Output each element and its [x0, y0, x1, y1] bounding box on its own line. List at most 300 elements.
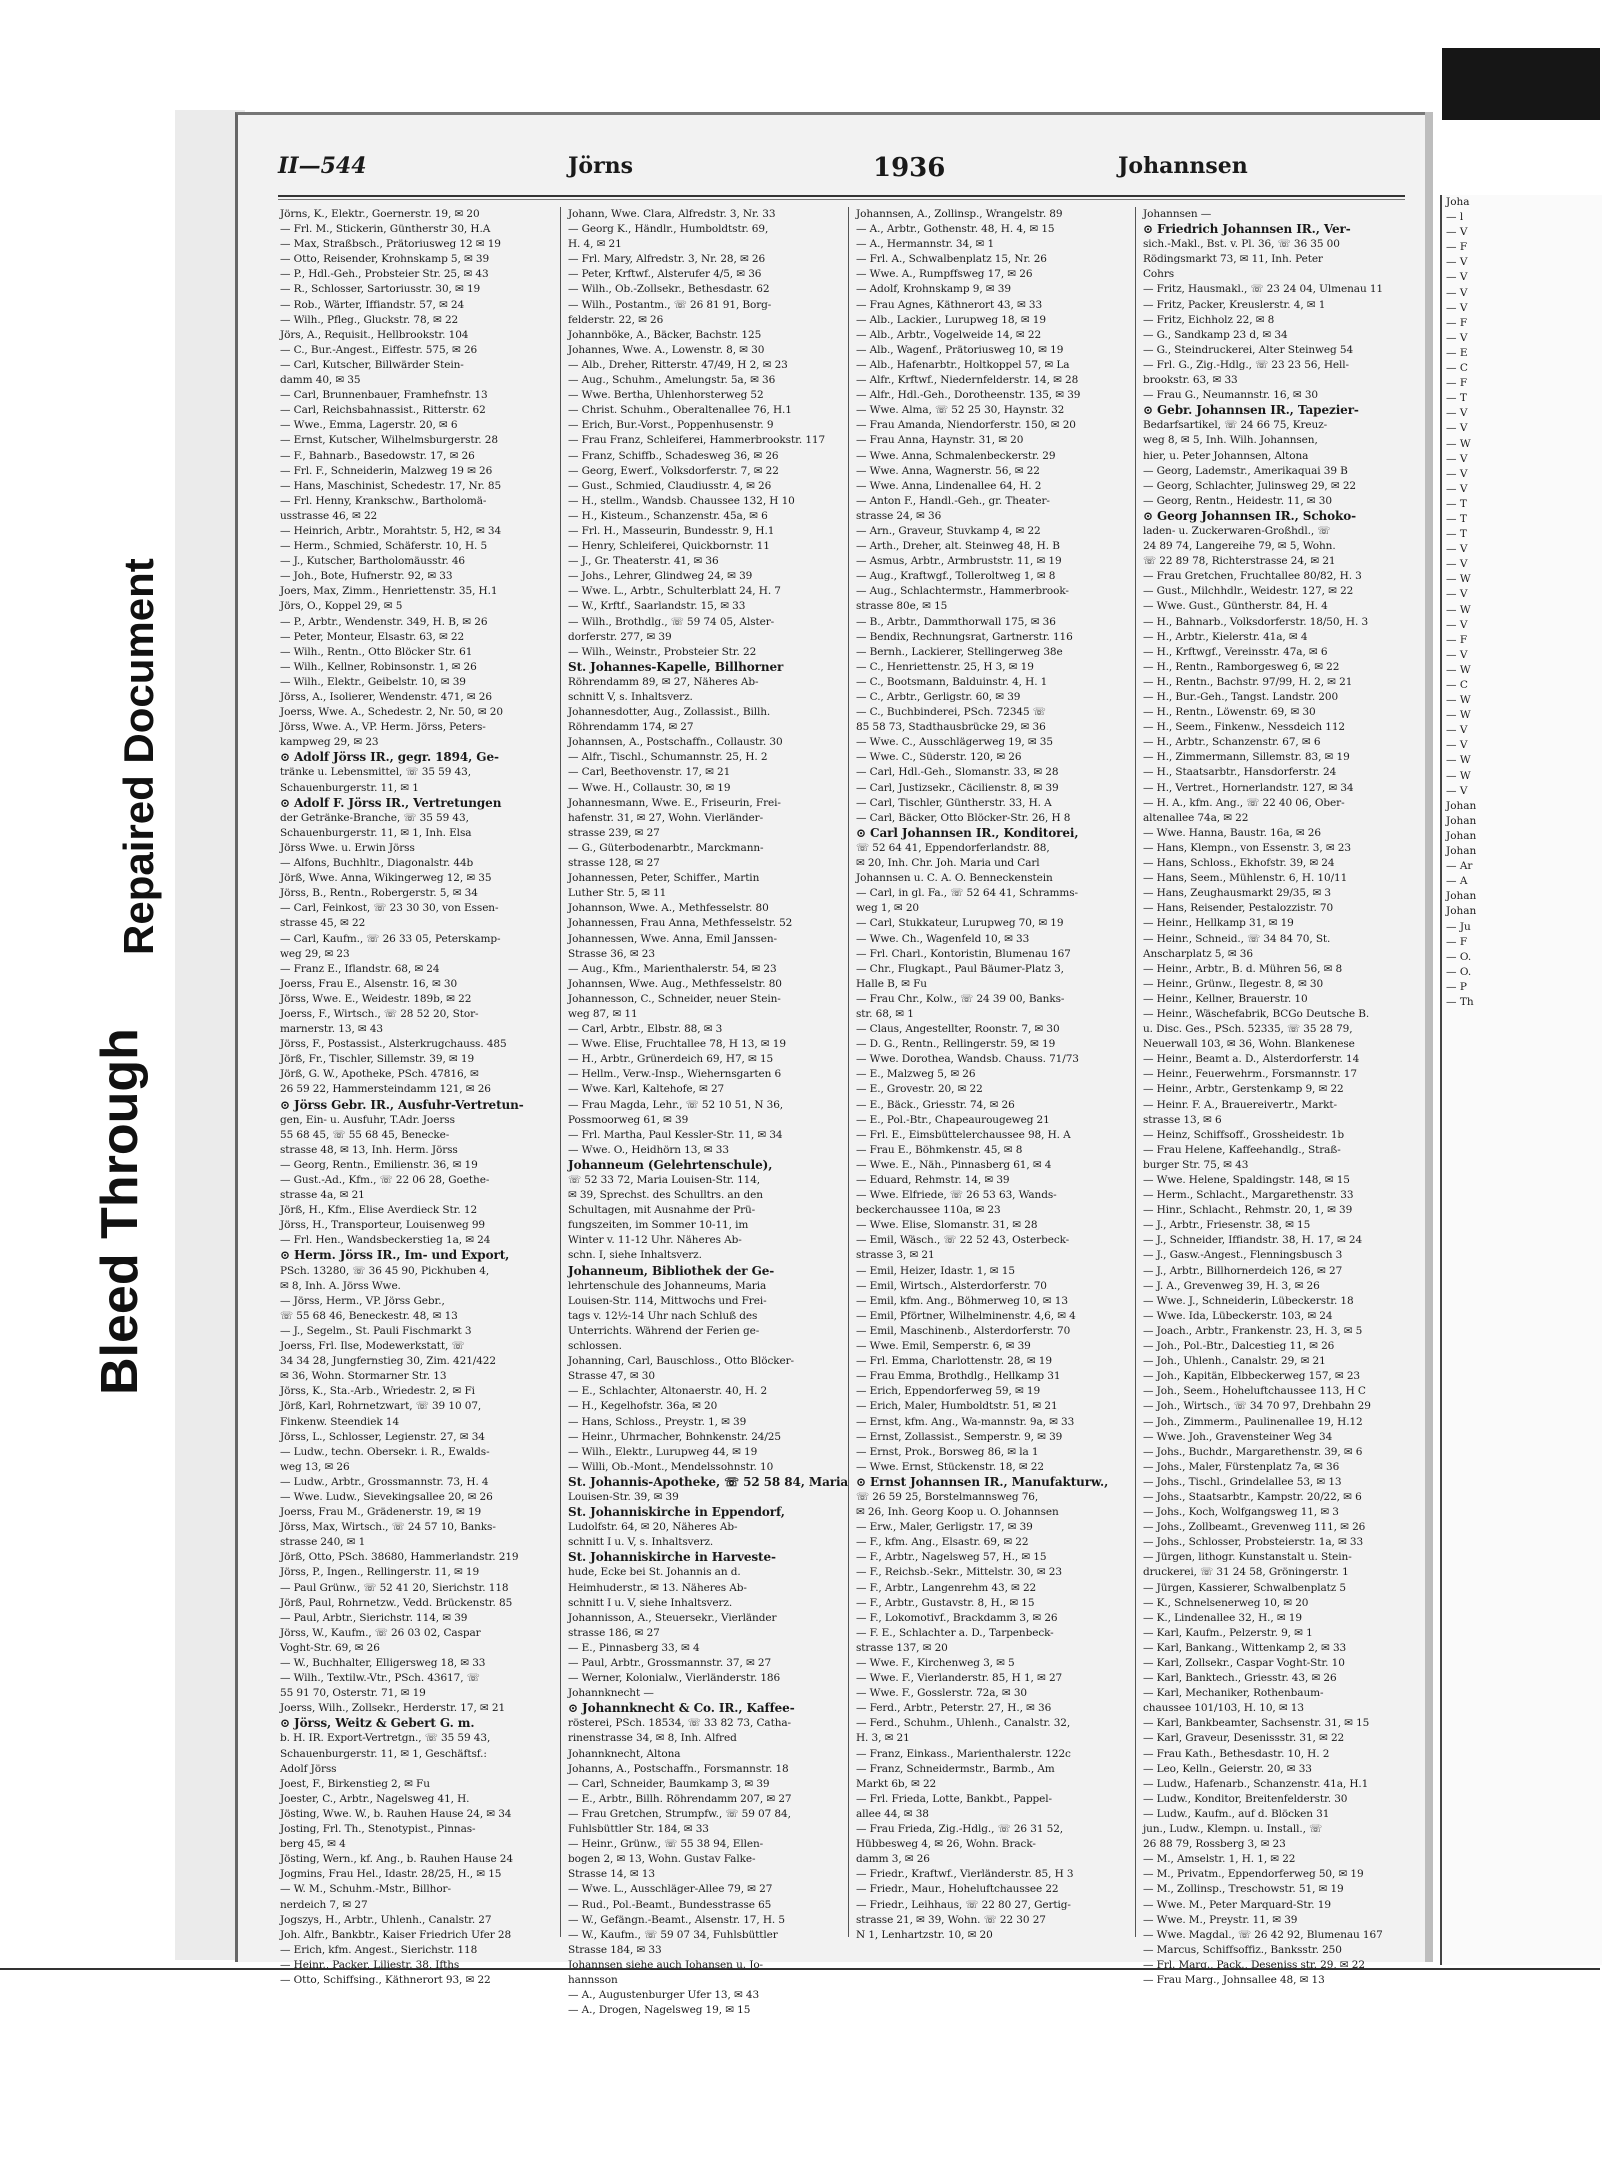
directory-entry: hafenstr. 31, ✉ 27, Wohn. Vierländer- — [568, 811, 764, 824]
adjacent-entry-fragment: — Th — [1446, 995, 1474, 1008]
directory-entry: ⊙ Friedrich Johannsen IR., Ver- — [1143, 222, 1351, 237]
directory-entry: Anscharplatz 5, ✉ 36 — [1143, 947, 1253, 960]
directory-entry: — Emil, Maschinenb., Alsterdorferstr. 70 — [856, 1324, 1071, 1337]
directory-entry: — Karl, Kaufm., Pelzerstr. 9, ✉ 1 — [1143, 1626, 1313, 1639]
adjacent-entry-fragment: Joha — [1446, 196, 1470, 208]
repaired-document-label: Repaired Document — [115, 558, 162, 955]
directory-entry: — Arth., Dreher, alt. Steinweg 48, H. B — [856, 540, 1060, 553]
directory-entry: — Wilh., Rentn., Otto Blöcker Str. 61 — [280, 645, 473, 658]
directory-entry: — Frau Kath., Bethesdastr. 10, H. 2 — [1143, 1747, 1330, 1760]
directory-entry: — Frau Amanda, Niendorferstr. 150, ✉ 20 — [856, 419, 1076, 432]
directory-entry: — Wilh., Kellner, Robinsonstr. 1, ✉ 26 — [280, 660, 477, 673]
directory-entry: weg 29, ✉ 23 — [280, 947, 350, 960]
adjacent-entry-fragment: Johan — [1446, 845, 1477, 858]
directory-entry: Jogmins, Frau Hel., Idastr. 28/25, H., ✉ 15 — [280, 1868, 502, 1881]
directory-entry: Bedarfsartikel, ☏ 24 66 75, Kreuz- — [1143, 419, 1328, 432]
directory-entry: Schauenburgerstr. 11, ✉ 1 — [280, 781, 419, 794]
directory-entry: Jörss, W., Kaufm., ☏ 26 03 02, Caspar — [280, 1626, 481, 1639]
column-divider — [1135, 207, 1136, 1937]
adjacent-entry-fragment: — V — [1446, 271, 1468, 284]
adjacent-entry-fragment: — O. — [1446, 950, 1472, 963]
directory-entry: — Frau E., Böhmkenstr. 45, ✉ 8 — [856, 1143, 1023, 1156]
directory-entry: Jörß, Paul, Rohrnetzw., Vedd. Brückenstr. 85 — [280, 1596, 513, 1609]
directory-entry: — J. A., Grevenweg 39, H. 3, ✉ 26 — [1143, 1279, 1320, 1292]
directory-entry: hier, u. Peter Johannsen, Altona — [1143, 449, 1309, 462]
directory-entry: — Emil, kfm. Ang., Böhmerweg 10, ✉ 13 — [856, 1294, 1068, 1307]
directory-entry: — Wilh., Ob.-Zollsekr., Bethesdastr. 62 — [568, 283, 770, 296]
directory-entry: — H., Rentn., Ramborgesweg 6, ✉ 22 — [1143, 660, 1340, 673]
directory-entry: — K., Schnelsenerweg 10, ✉ 20 — [1143, 1596, 1309, 1609]
directory-entry: — Johs., Maler, Fürstenplatz 7a, ✉ 36 — [1143, 1460, 1340, 1473]
directory-entry: Winter v. 11-12 Uhr. Näheres Ab- — [568, 1234, 742, 1247]
directory-entry: weg 87, ✉ 11 — [568, 1007, 638, 1020]
directory-entry: schnitt V, s. Inhaltsverz. — [568, 691, 693, 703]
directory-entry: — Frau Agnes, Käthnerort 43, ✉ 33 — [856, 298, 1043, 311]
directory-entry: Johannesson, C., Schneider, neuer Stein- — [568, 992, 781, 1005]
directory-entry: tags v. 12½-14 Uhr nach Schluß des — [568, 1309, 758, 1322]
directory-entry: — A., Augustenburger Ufer 13, ✉ 43 — [568, 1989, 760, 2002]
directory-entry: St. Johanniskirche in Eppendorf, — [568, 1505, 785, 1520]
directory-entry: lehrtenschule des Johanneums, Maria — [568, 1279, 767, 1292]
directory-entry: strasse 80e, ✉ 15 — [856, 600, 948, 613]
directory-entry: St. Johanniskirche in Harveste- — [568, 1550, 776, 1565]
directory-entry: — Wwe. Anna, Wagnerstr. 56, ✉ 22 — [856, 464, 1040, 477]
directory-entry: u. Disc. Ges., PSch. 52335, ☏ 35 28 79, — [1143, 1023, 1353, 1036]
directory-entry: — Wwe. M., Peter Marquard-Str. 19 — [1143, 1898, 1331, 1911]
directory-entry: — B., Arbtr., Dammthorwall 175, ✉ 36 — [856, 615, 1056, 628]
directory-entry: — C., Arbtr., Gerligstr. 60, ✉ 39 — [856, 691, 1021, 703]
directory-entry: — Hans, Maschinist, Schedestr. 17, Nr. 85 — [280, 479, 502, 492]
directory-entry: strasse 45, ✉ 22 — [280, 917, 366, 930]
directory-entry: — Heinr., Hellkamp 31, ✉ 19 — [1143, 917, 1294, 930]
directory-entry: 26 59 22, Hammersteindamm 121, ✉ 26 — [280, 1083, 491, 1096]
adjacent-entry-fragment: Johan — [1446, 829, 1477, 842]
directory-entry: — Karl, Mechaniker, Rothenbaum- — [1143, 1687, 1324, 1700]
directory-entry: — Carl, Stukkateur, Lurupweg 70, ✉ 19 — [856, 917, 1064, 930]
directory-entry: — Frl. Frieda, Lotte, Bankbt., Pappel- — [856, 1792, 1053, 1805]
directory-entry: — Max, Straßbsch., Prätoriusweg 12 ✉ 19 — [280, 238, 501, 251]
directory-entry: — Wwe., Emma, Lagerstr. 20, ✉ 6 — [280, 419, 458, 432]
directory-entry: — H., Krftwgf., Vereinsstr. 47a, ✉ 6 — [1143, 645, 1328, 658]
directory-entry: Johanneum (Gelehrtenschule), — [568, 1157, 773, 1172]
adjacent-entry-fragment: Johan — [1446, 905, 1477, 918]
directory-entry: — Alb., Dreher, Ritterstr. 47/49, H 2, ✉ 23 — [568, 358, 788, 371]
directory-entry: Jörss, Wwe. A., VP. Herm. Jörss, Peters- — [280, 721, 486, 734]
directory-entry: — Marcus, Schiffsoffiz., Banksstr. 250 — [1143, 1943, 1342, 1956]
adjacent-entry-fragment: — V — [1446, 331, 1468, 344]
directory-entry: schlossen. — [568, 1340, 622, 1353]
directory-entry: Johannknecht, Altona — [568, 1747, 681, 1760]
directory-entry: — Paul, Arbtr., Grossmannstr. 37, ✉ 27 — [568, 1657, 772, 1669]
directory-entry: sich.-Makl., Bst. v. Pl. 36, ☏ 36 35 00 — [1143, 238, 1340, 251]
directory-entry: — Ludw., techn. Obersekr. i. R., Ewalds- — [280, 1445, 490, 1458]
directory-entry: — H., Zimmermann, Sillemstr. 83, ✉ 19 — [1143, 751, 1350, 764]
directory-entry: — J., Kutscher, Bartholomäusstr. 46 — [280, 555, 465, 568]
directory-entry: — Franz E., Iflandstr. 68, ✉ 24 — [280, 962, 440, 975]
adjacent-page-fragment — [1440, 195, 1602, 1965]
directory-entry: ⊙ Herm. Jörss IR., Im- und Export, — [280, 1248, 510, 1263]
directory-entry: — C., Henriettenstr. 25, H 3, ✉ 19 — [856, 660, 1034, 673]
directory-entry: allee 44, ✉ 38 — [856, 1807, 929, 1820]
directory-entry: — Karl, Zollsekr., Caspar Voght-Str. 10 — [1143, 1657, 1345, 1669]
directory-entry: dorferstr. 277, ✉ 39 — [568, 630, 672, 643]
directory-entry: — Peter, Monteur, Elsastr. 63, ✉ 22 — [280, 630, 465, 643]
directory-entry: — Ludw., Arbtr., Grossmannstr. 73, H. 4 — [280, 1475, 489, 1488]
directory-entry: — Wilh., Textilw.-Vtr., PSch. 43617, ☏ — [280, 1672, 480, 1685]
directory-entry: — C., Bootsmann, Balduinstr. 4, H. 1 — [856, 675, 1048, 688]
directory-entry: Johannsen — — [1143, 208, 1212, 220]
directory-entry: — Wwe. Hanna, Baustr. 16a, ✉ 26 — [1143, 826, 1321, 839]
directory-entry: Halle B, ✉ Fu — [856, 977, 927, 990]
directory-entry: — Alb., Lackier., Lurupweg 18, ✉ 19 — [856, 313, 1046, 326]
directory-entry: — Adolf, Krohnskamp 9, ✉ 39 — [856, 283, 1011, 296]
directory-entry: — H., Rentn., Bachstr. 97/99, H. 2, ✉ 21 — [1143, 675, 1353, 688]
directory-entry: — Wwe. Ernst, Stückenstr. 18, ✉ 22 — [856, 1460, 1044, 1473]
directory-entry: ⊙ Jörss Gebr. IR., Ausfuhr-Vertretun- — [280, 1097, 524, 1112]
directory-entry: — Frau Helene, Kaffeehandlg., Straß- — [1143, 1143, 1341, 1156]
directory-entry: — J., Gasw.-Angest., Flenningsbusch 3 — [1143, 1249, 1343, 1262]
directory-entry: — Wwe. Helene, Spaldingstr. 148, ✉ 15 — [1143, 1174, 1350, 1186]
directory-entry: schnitt I u. V, s. Inhaltsverz. — [568, 1536, 714, 1549]
directory-entry: — Wwe. M., Preystr. 11, ✉ 39 — [1143, 1913, 1298, 1926]
directory-entry: St. Johannis-Apotheke, ☏ 52 58 84, Maria — [568, 1474, 849, 1489]
directory-entry: Johannesdotter, Aug., Zollassist., Billh. — [568, 706, 771, 719]
directory-entry: strasse 186, ✉ 27 — [568, 1626, 660, 1639]
directory-entry: Jörß, H., Kfm., Elise Averdieck Str. 12 — [280, 1204, 478, 1217]
directory-entry: — Ernst, Kutscher, Wilhelmsburgerstr. 28 — [280, 434, 498, 447]
directory-entry: Strasse 47, ✉ 30 — [568, 1370, 655, 1383]
directory-entry: — Wwe. H., Collaustr. 30, ✉ 19 — [568, 781, 731, 794]
directory-entry: — C., Bur.-Angest., Eiffestr. 575, ✉ 26 — [280, 343, 478, 356]
directory-entry: — E., Grovestr. 20, ✉ 22 — [856, 1083, 983, 1096]
directory-entry: Jörss, B., Rentn., Robergerstr. 5, ✉ 34 — [280, 887, 478, 900]
directory-entry: — Ferd., Schuhm., Uhlenh., Canalstr. 32, — [856, 1717, 1071, 1730]
directory-entry: — Hans, Schloss., Ekhofstr. 39, ✉ 24 — [1143, 857, 1335, 870]
directory-entry: usstrasse 46, ✉ 22 — [280, 509, 378, 522]
adjacent-entry-fragment: — V — [1446, 407, 1468, 420]
directory-entry: Johannessen, Peter, Schiffer., Martin — [568, 872, 760, 885]
directory-entry: — A., Drogen, Nagelsweg 19, ✉ 15 — [568, 2004, 751, 2017]
directory-entry: ✉ 36, Wohn. Stormarner Str. 13 — [280, 1370, 447, 1383]
directory-entry: St. Johannes-Kapelle, Billhorner — [568, 659, 784, 674]
directory-entry: Johanning, Carl, Bauschloss., Otto Blöcker- — [568, 1355, 795, 1368]
adjacent-entry-fragment: — V — [1446, 467, 1468, 480]
directory-entry: — Gust.-Ad., Kfm., ☏ 22 06 28, Goethe- — [280, 1174, 490, 1186]
directory-entry: — Peter, Krftwf., Alsterufer 4/5, ✉ 36 — [568, 268, 762, 281]
directory-entry: str. 68, ✉ 1 — [856, 1007, 914, 1020]
directory-entry: Johannson, Wwe. A., Methfesselstr. 80 — [568, 902, 769, 915]
directory-entry: strasse 21, ✉ 39, Wohn. ☏ 22 30 27 — [856, 1913, 1046, 1926]
directory-entry: — H., stellm., Wandsb. Chaussee 132, H 10 — [568, 494, 795, 507]
directory-entry: — Wwe. L., Arbtr., Schulterblatt 24, H. 7 — [568, 585, 781, 598]
directory-entry: — J., Arbtr., Friesenstr. 38, ✉ 15 — [1143, 1219, 1311, 1232]
directory-entry: — Wwe. Ludw., Sievekingsallee 20, ✉ 26 — [280, 1490, 493, 1503]
directory-entry: Jörns, K., Elektr., Goernerstr. 19, ✉ 20 — [280, 208, 480, 220]
directory-entry: — Frl. H., Masseurin, Bundesstr. 9, H.1 — [568, 524, 775, 537]
directory-entry: — H., Kisteum., Schanzenstr. 45a, ✉ 6 — [568, 509, 768, 522]
directory-entry: Luther Str. 5, ✉ 11 — [568, 887, 667, 900]
directory-entry: — Joh., Uhlenh., Canalstr. 29, ✉ 21 — [1143, 1355, 1326, 1368]
directory-entry: Strasse 36, ✉ 23 — [568, 947, 655, 960]
directory-entry: — Alfr., Tischl., Schumannstr. 25, H. 2 — [568, 751, 768, 764]
directory-entry: — W., Kaufm., ☏ 59 07 34, Fuhlsbüttler — [568, 1928, 778, 1941]
directory-entry: Jörss Wwe. u. Erwin Jörss — [280, 841, 415, 854]
adjacent-entry-fragment: — V — [1446, 739, 1468, 752]
directory-entry: strasse 13, ✉ 6 — [1143, 1113, 1222, 1126]
directory-entry: weg 8, ✉ 5, Inh. Wilh. Johannsen, — [1143, 434, 1318, 447]
directory-entry: — Aug., Kraftwgf., Tolleroltweg 1, ✉ 8 — [856, 570, 1056, 583]
directory-entry: — Wwe. Bertha, Uhlenhorsterweg 52 — [568, 389, 764, 402]
directory-entry: 26 88 79, Rossberg 3, ✉ 23 — [1143, 1838, 1286, 1851]
directory-entry: beckerchaussee 110a, ✉ 23 — [856, 1204, 1001, 1217]
directory-entry: damm 40, ✉ 35 — [280, 374, 361, 387]
directory-entry: — Wwe. F., Vierlanderstr. 85, H 1, ✉ 27 — [856, 1672, 1063, 1685]
directory-entry: — Alfr., Hdl.-Geh., Dorotheenstr. 135, ✉ 39 — [856, 389, 1081, 402]
directory-entry: — Herm., Schlacht., Margarethenstr. 33 — [1143, 1189, 1354, 1202]
adjacent-entry-fragment: — V — [1446, 226, 1468, 239]
directory-entry: Josting, Frl. Th., Stenotypist., Pinnas- — [280, 1823, 476, 1836]
directory-entry: ☏ 52 64 41, Eppendorferlandstr. 88, — [856, 841, 1050, 854]
directory-entry: — W., Krftf., Saarlandstr. 15, ✉ 33 — [568, 600, 746, 613]
directory-entry: PSch. 13280, ☏ 36 45 90, Pickhuben 4, — [280, 1264, 490, 1277]
directory-entry: ☏ 22 89 78, Richterstrasse 24, ✉ 21 — [1143, 555, 1336, 568]
directory-entry: Johannknecht — — [568, 1687, 654, 1700]
directory-entry: — Joh., Wirtsch., ☏ 34 70 97, Drehbahn 29 — [1143, 1400, 1371, 1413]
directory-entry: — Heinr., Packer, Liliestr. 38, Ifths — [280, 1958, 460, 1971]
directory-entry: — Friedr., Maur., Hoheluftchaussee 22 — [856, 1883, 1059, 1896]
directory-page — [235, 112, 1425, 2017]
directory-entry: — E., Schlachter, Altonaerstr. 40, H. 2 — [568, 1385, 768, 1398]
directory-entry: Johannböke, A., Bäcker, Bachstr. 125 — [568, 328, 762, 341]
directory-entry: — H., Kegelhofstr. 36a, ✉ 20 — [568, 1400, 718, 1413]
directory-entry: Johanneum, Bibliothek der Ge- — [568, 1263, 775, 1278]
directory-entry: Fuhlsbüttler Str. 184, ✉ 33 — [568, 1823, 709, 1836]
directory-entry: — Wwe. Elise, Fruchtallee 78, H 13, ✉ 19 — [568, 1038, 786, 1051]
column-divider — [560, 207, 561, 1937]
directory-entry: — Johs., Schlosser, Probsteierstr. 1a, ✉ 33 — [1143, 1536, 1364, 1549]
directory-entry: — Wwe. C., Ausschlägerweg 19, ✉ 35 — [856, 736, 1053, 749]
directory-entry: Jörs, O., Koppel 29, ✉ 5 — [280, 600, 403, 613]
adjacent-entry-fragment: — W — [1446, 603, 1471, 616]
directory-entry: — Georg, Ewerf., Volksdorferstr. 7, ✉ 22 — [568, 464, 779, 477]
directory-entry: — Otto, Reisender, Krohnskamp 5, ✉ 39 — [280, 253, 490, 266]
directory-entry: rinenstrasse 34, ✉ 8, Inh. Alfred — [568, 1732, 737, 1745]
adjacent-entry-fragment: — F — [1446, 377, 1468, 390]
directory-entry: — Carl, Tischler, Güntherstr. 33, H. A — [856, 796, 1052, 809]
directory-entry: ⊙ Ernst Johannsen IR., Manufakturw., — [856, 1474, 1109, 1489]
directory-entry: — H. A., kfm. Ang., ☏ 22 40 06, Ober- — [1143, 796, 1345, 809]
directory-entry: — H., Seem., Finkenw., Nessdeich 112 — [1143, 721, 1345, 734]
adjacent-entry-fragment: Johan — [1446, 814, 1477, 827]
directory-entry: — A., Arbtr., Gothenstr. 48, H. 4, ✉ 15 — [856, 223, 1055, 236]
directory-entry: laden- u. Zuckerwaren-Großhdl., ☏ — [1143, 524, 1331, 537]
directory-entry: — Frau Anna, Haynstr. 31, ✉ 20 — [856, 434, 1024, 447]
directory-entry: — H., Arbtr., Schanzenstr. 67, ✉ 6 — [1143, 736, 1321, 749]
directory-entry: — Johs., Tischl., Grindelallee 53, ✉ 13 — [1143, 1475, 1342, 1488]
adjacent-entry-fragment: — F — [1446, 633, 1468, 646]
adjacent-entry-fragment: — W — [1446, 769, 1471, 782]
directory-column-1 — [280, 207, 555, 1986]
directory-entry: — Heinr., Feuerwehrm., Forsmannstr. 17 — [1143, 1068, 1357, 1081]
adjacent-entry-fragment: — T — [1446, 497, 1467, 510]
directory-entry: Joester, C., Arbtr., Nagelsweg 41, H. — [280, 1792, 470, 1805]
directory-entry: Johann, Wwe. Clara, Alfredstr. 3, Nr. 33 — [568, 208, 776, 220]
directory-entry: — Frl. Marg., Pack., Deseniss str. 29, ✉ 22 — [1143, 1958, 1365, 1971]
directory-entry: — Willi, Ob.-Mont., Mendelssohnstr. 10 — [568, 1460, 774, 1473]
directory-entry: — Frl. Mary, Alfredstr. 3, Nr. 28, ✉ 26 — [568, 253, 766, 266]
directory-entry: — M., Amselstr. 1, H. 1, ✉ 22 — [1143, 1853, 1296, 1866]
directory-entry: berg 45, ✉ 4 — [280, 1838, 346, 1851]
directory-entry: — Joh., Pol.-Btr., Dalcestieg 11, ✉ 26 — [1143, 1340, 1335, 1353]
directory-entry: — Wwe. C., Süderstr. 120, ✉ 26 — [856, 751, 1022, 764]
directory-entry: — Otto, Schiffsing., Käthnerort 93, ✉ 22 — [280, 1973, 491, 1986]
directory-entry: — Carl, in gl. Fa., ☏ 52 64 41, Schramms- — [856, 887, 1079, 900]
directory-entry: Unterrichts. Während der Ferien ge- — [568, 1324, 760, 1337]
directory-entry: chaussee 101/103, H. 10, ✉ 13 — [1143, 1702, 1304, 1715]
directory-entry: — Heinr., Grünw., ☏ 55 38 94, Ellen- — [568, 1838, 764, 1851]
directory-entry: Johannsen u. C. A. O. Benneckenstein — [856, 872, 1053, 885]
directory-entry: — C., Buchbinderei, PSch. 72345 ☏ — [856, 706, 1046, 719]
directory-entry: — Aug., Schuhm., Amelungstr. 5a, ✉ 36 — [568, 374, 776, 387]
adjacent-entry-fragment: — V — [1446, 724, 1468, 737]
directory-entry: — J., Gr. Theaterstr. 41, ✉ 36 — [568, 555, 719, 568]
directory-entry: — Frau Chr., Kolw., ☏ 24 39 00, Banks- — [856, 992, 1065, 1005]
directory-entry: weg 13, ✉ 26 — [280, 1460, 350, 1473]
directory-entry: — Paul, Arbtr., Sierichstr. 114, ✉ 39 — [280, 1611, 468, 1624]
directory-entry: Johannisson, A., Steuersekr., Vierländer — [568, 1611, 777, 1624]
directory-entry: — K., Lindenallee 32, H., ✉ 19 — [1143, 1611, 1302, 1624]
directory-entry: — G., Steindruckerei, Alter Steinweg 54 — [1143, 343, 1354, 356]
directory-entry: hannsson — [568, 1973, 618, 1986]
directory-entry: ⊙ Georg Johannsen IR., Schoko- — [1143, 508, 1357, 523]
directory-entry: — Frl. Charl., Kontoristin, Blumenau 167 — [856, 947, 1071, 960]
directory-entry: — Frl. Martha, Paul Kessler-Str. 11, ✉ 34 — [568, 1128, 783, 1141]
directory-entry: Adolf Jörss — [280, 1762, 337, 1775]
directory-entry: — Karl, Graveur, Desenissstr. 31, ✉ 22 — [1143, 1732, 1345, 1745]
scan-bottom-edge — [0, 1968, 1600, 1970]
directory-entry: altenallee 74a, ✉ 22 — [1143, 811, 1249, 824]
directory-entry: brookstr. 63, ✉ 33 — [1143, 374, 1238, 387]
directory-entry: Louisen-Str. 39, ✉ 39 — [568, 1490, 679, 1503]
directory-entry: — Heinr., Uhrmacher, Bohnkenstr. 24/25 — [568, 1430, 781, 1443]
directory-entry: — G., Güterbodenarbtr., Marckmann- — [568, 841, 764, 854]
directory-entry: — H., Arbtr., Grünerdeich 69, H7, ✉ 15 — [568, 1053, 774, 1066]
directory-entry: Röhrendamm 89, ✉ 27, Näheres Ab- — [568, 675, 759, 688]
directory-entry: — Eduard, Rehmstr. 14, ✉ 39 — [856, 1174, 1010, 1186]
directory-entry: — Wwe. Anna, Lindenallee 64, H. 2 — [856, 479, 1042, 492]
directory-entry: — Joach., Arbtr., Frankenstr. 23, H. 3, ✉ 5 — [1143, 1324, 1363, 1337]
directory-entry: ☏ 52 33 72, Maria Louisen-Str. 114, — [568, 1174, 761, 1186]
directory-entry: — Joh., Bote, Hufnerstr. 92, ✉ 33 — [280, 570, 453, 583]
adjacent-entry-fragment: — V — [1446, 422, 1468, 435]
directory-entry: — Aug., Kfm., Marienthalerstr. 54, ✉ 23 — [568, 962, 777, 975]
directory-entry: — Heinr., Wäschefabrik, BCGo Deutsche B. — [1143, 1007, 1370, 1020]
directory-entry: — Henry, Schleiferei, Quickbornstr. 11 — [568, 540, 770, 553]
directory-entry: — Hans, Klempn., von Essenstr. 3, ✉ 23 — [1143, 841, 1351, 854]
directory-entry: Jörss, L., Schlosser, Legienstr. 27, ✉ 34 — [280, 1430, 485, 1443]
directory-entry: — E., Bäck., Griesstr. 74, ✉ 26 — [856, 1098, 1015, 1111]
directory-entry: strasse 137, ✉ 20 — [856, 1641, 948, 1654]
directory-entry: Jörß, Karl, Rohrnetzwart, ☏ 39 10 07, — [280, 1400, 482, 1413]
adjacent-entry-fragment: — F — [1446, 935, 1468, 948]
adjacent-entry-fragment: — P — [1446, 980, 1467, 993]
directory-entry: ✉ 20, Inh. Chr. Joh. Maria und Carl — [856, 857, 1040, 870]
directory-entry: N 1, Lenhartzstr. 10, ✉ 20 — [856, 1928, 993, 1941]
directory-entry: — A., Hermannstr. 34, ✉ 1 — [856, 238, 995, 251]
directory-entry: — Frl. Hen., Wandsbeckerstieg 1a, ✉ 24 — [280, 1234, 491, 1247]
directory-entry: fungszeiten, im Sommer 10-11, im — [568, 1219, 749, 1232]
directory-entry: — Frl. Henny, Krankschw., Bartholomä- — [280, 494, 487, 507]
directory-entry: — E., Malzweg 5, ✉ 26 — [856, 1068, 976, 1081]
directory-entry: — Georg K., Händlr., Humboldtstr. 69, — [568, 223, 769, 236]
directory-entry: druckerei, ☏ 31 24 58, Gröningerstr. 1 — [1143, 1566, 1349, 1579]
directory-entry: Strasse 184, ✉ 33 — [568, 1943, 662, 1956]
directory-entry: — F., kfm. Ang., Elsastr. 69, ✉ 22 — [856, 1536, 1029, 1549]
directory-entry: — Wilh., Elektr., Geibelstr. 10, ✉ 39 — [280, 675, 466, 688]
adjacent-entry-fragment: — F — [1446, 316, 1468, 329]
directory-entry: — Wwe. F., Kirchenweg 3, ✉ 5 — [856, 1657, 1015, 1669]
directory-entry: Joerss, Wwe. A., Schedestr. 2, Nr. 50, ✉ 20 — [280, 706, 503, 719]
directory-entry: — Georg, Rentn., Emilienstr. 36, ✉ 19 — [280, 1158, 478, 1171]
directory-entry: ⊙ Carl Johannsen IR., Konditorei, — [856, 825, 1079, 840]
directory-entry: — Georg, Schlachter, Julinsweg 29, ✉ 22 — [1143, 479, 1356, 492]
header-last-entry: Johannsen — [1118, 153, 1248, 179]
directory-entry: — P., Arbtr., Wendenstr. 349, H. B, ✉ 26 — [280, 615, 488, 628]
directory-entry: Jörß, Wwe. Anna, Wikingerweg 12, ✉ 35 — [280, 872, 492, 885]
directory-entry: Louisen-Str. 114, Mittwochs und Frei- — [568, 1294, 767, 1307]
directory-entry: — Gust., Milchhdlr., Weidestr. 127, ✉ 22 — [1143, 585, 1354, 598]
directory-entry: — Johs., Lehrer, Glindweg 24, ✉ 39 — [568, 570, 753, 583]
directory-entry: — Hans, Zeughausmarkt 29/35, ✉ 3 — [1143, 887, 1331, 900]
adjacent-entry-fragment: — W — [1446, 694, 1471, 707]
directory-entry: — E., Arbtr., Billh. Röhrendamm 207, ✉ 27 — [568, 1792, 792, 1805]
directory-entry: — Herm., Schmied, Schäferstr. 10, H. 5 — [280, 540, 488, 553]
directory-entry: — Leo, Kelln., Geierstr. 20, ✉ 33 — [1143, 1762, 1312, 1775]
directory-entry: — Frl. E., Eimsbüttelerchaussee 98, H. A — [856, 1128, 1071, 1141]
directory-entry: — Jürgen, Kassierer, Schwalbenplatz 5 — [1143, 1581, 1346, 1594]
directory-entry: Johanns, A., Postschaffn., Forsmannstr. 18 — [568, 1762, 789, 1775]
directory-column-2 — [568, 207, 849, 2017]
directory-entry: Jörss, Wwe. E., Weidestr. 189b, ✉ 22 — [280, 992, 472, 1005]
directory-entry: — Wwe. Ida, Lübeckerstr. 103, ✉ 24 — [1143, 1309, 1333, 1322]
directory-entry: weg 1, ✉ 20 — [856, 902, 920, 915]
directory-entry: Johannesmann, Wwe. E., Friseurin, Frei- — [568, 796, 781, 809]
directory-entry: — Emil, Pförtner, Wilhelminenstr. 4,6, ✉ 4 — [856, 1309, 1076, 1322]
directory-entry: — Carl, Schneider, Baumkamp 3, ✉ 39 — [568, 1777, 770, 1790]
directory-entry: — H., Bahnarb., Volksdorferstr. 18/50, H. 3 — [1143, 615, 1369, 628]
directory-entry: — F. E., Schlachter a. D., Tarpenbeck- — [856, 1626, 1054, 1639]
directory-entry: — Gust., Schmied, Claudiusstr. 4, ✉ 26 — [568, 479, 772, 492]
directory-entry: — Rob., Wärter, Iffiandstr. 57, ✉ 24 — [280, 298, 465, 311]
directory-entry: — H., Vertret., Hornerlandstr. 127, ✉ 34 — [1143, 781, 1354, 794]
directory-entry: — Alfr., Krftwf., Niedernfelderstr. 14, ✉ 28 — [856, 374, 1079, 387]
directory-entry: Jörss, H., Transporteur, Louisenweg 99 — [280, 1219, 486, 1232]
directory-entry: Schauenburgerstr. 11, ✉ 1, Geschäftsf.: — [280, 1747, 487, 1760]
directory-entry: — Heinr., Arbtr., Gerstenkamp 9, ✉ 22 — [1143, 1083, 1344, 1096]
adjacent-entry-fragment: — T — [1446, 392, 1467, 405]
directory-entry: — Ferd., Arbtr., Peterstr. 27, H., ✉ 36 — [856, 1702, 1052, 1715]
directory-entry: — W., Buchhalter, Elligersweg 18, ✉ 33 — [280, 1657, 486, 1669]
directory-entry: Jörß, Otto, PSch. 38680, Hammerlandstr. 219 — [280, 1551, 519, 1564]
directory-entry: marnerstr. 13, ✉ 43 — [280, 1023, 384, 1036]
column-divider — [848, 207, 849, 1937]
directory-entry: — Ernst, Zollassist., Semperstr. 9, ✉ 39 — [856, 1430, 1063, 1443]
directory-entry: — Frl. A., Schwalbenplatz 15, Nr. 26 — [856, 253, 1047, 266]
directory-entry: ☏ 26 59 25, Borstelmannsweg 76, — [856, 1490, 1039, 1503]
directory-entry: — Wwe. L., Ausschläger-Allee 79, ✉ 27 — [568, 1883, 773, 1896]
adjacent-entry-fragment: — F — [1446, 241, 1468, 254]
directory-entry: felderstr. 22, ✉ 26 — [568, 313, 664, 326]
